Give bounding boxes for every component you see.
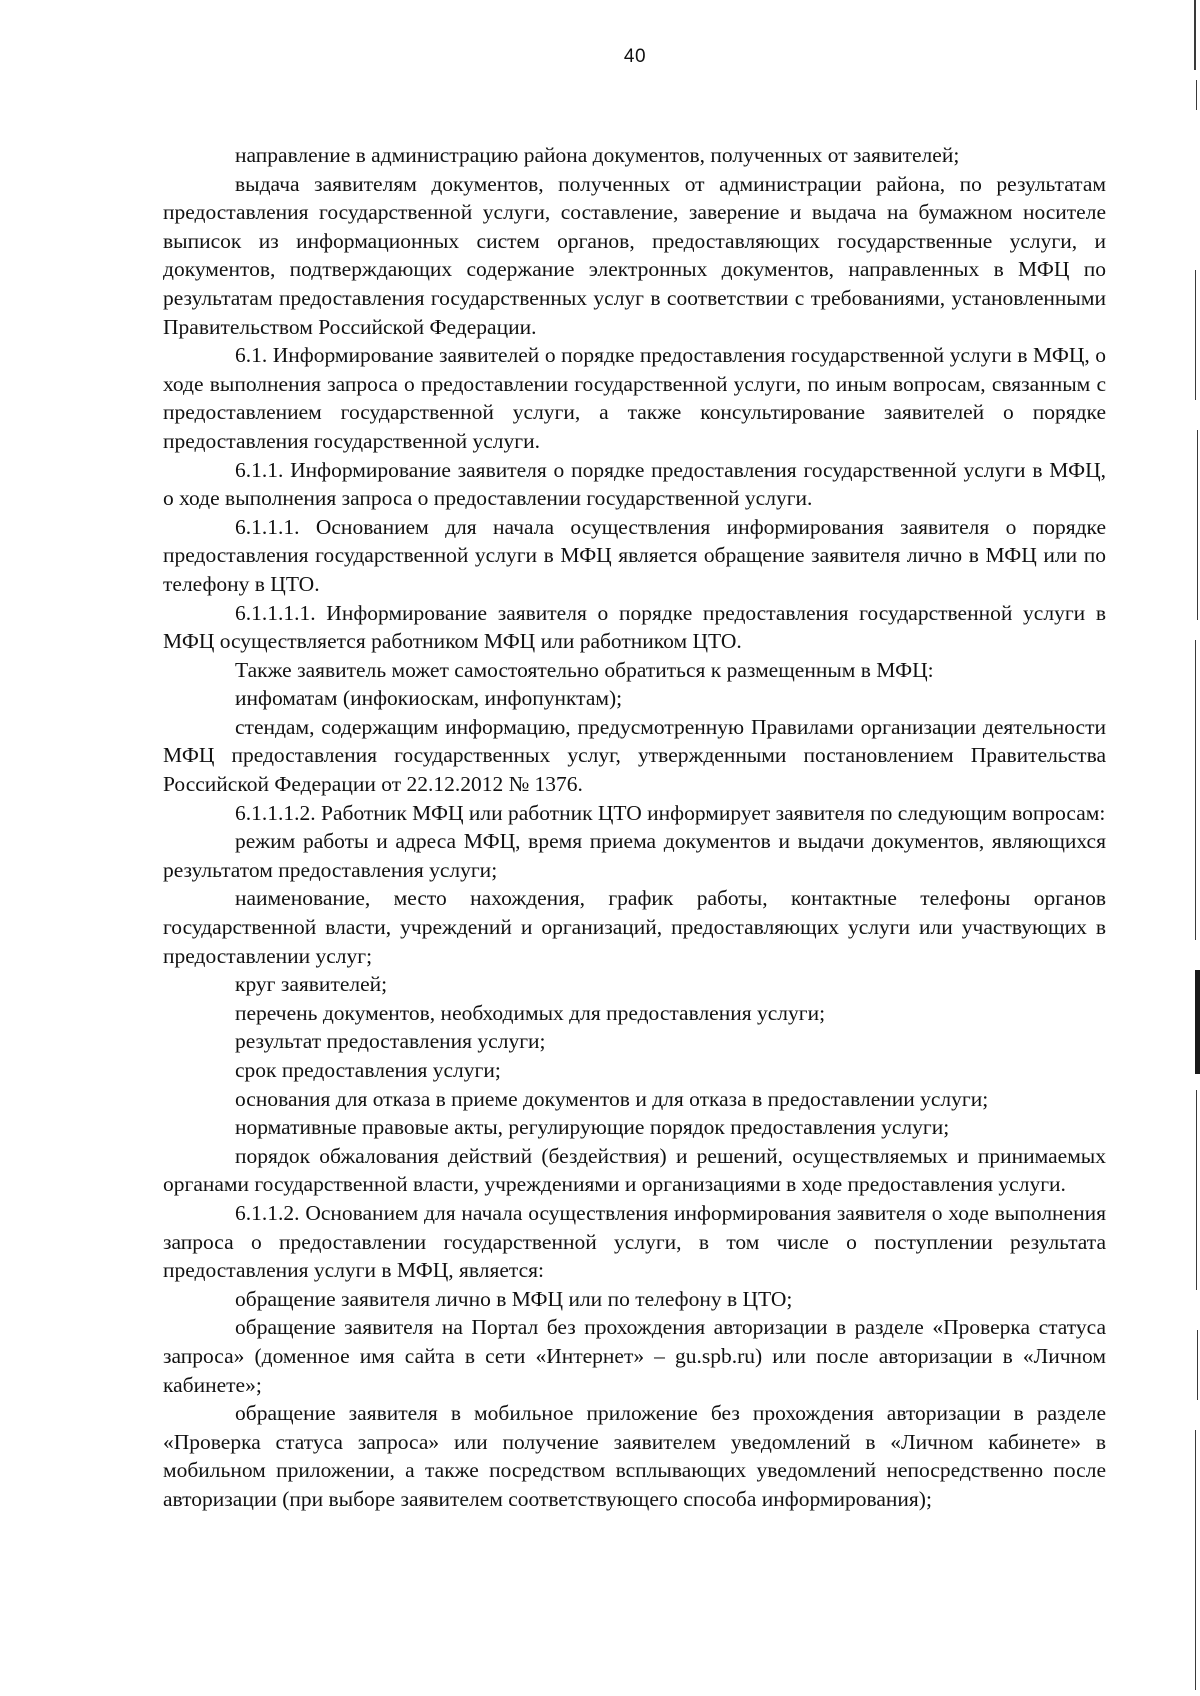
paragraph: направление в администрацию района документов, полученных от заявителей;: [235, 143, 960, 167]
paragraph: Также заявитель может самостоятельно обратиться к размещенным в МФЦ:: [235, 657, 934, 682]
paragraph: обращение заявителя лично в МФЦ или по телефону в ЦТО;: [235, 1286, 793, 1311]
paragraph: нормативные правовые акты, регулирующие порядок предоставления услуги;: [235, 1115, 950, 1140]
paragraph: стендам, содержащим информацию, предусмотренную Правилами организации деятельности МФЦ предоставления государственных услуг, утвержденными постановлением Правительства Российской Федерации от 22.12.2012 № 1376.: [163, 714, 1106, 797]
paragraph: 6.1.1.1.1. Информирование заявителя о порядке предоставления государственной услуги в МФЦ осуществляется работником МФЦ или работником ЦТО.: [163, 600, 1106, 654]
paragraph: обращение заявителя в мобильное приложение без прохождения авторизации в разделе «Проверка статуса запроса» или получение заявителем уведомлений в «Личном кабинете» в мобильном приложении, а также посредством всплывающих уведомлений непосредственно после авторизации (при выборе заявителем соответствующего способа информирования);: [163, 1401, 1106, 1511]
paragraph: 6.1. Информирование заявителей о порядке предоставления государственной услуги в МФЦ, о ходе выполнения запроса о предоставлении государственной услуги, по иным вопросам, связанным с предоставлением государственной услуги, а также консультирование заявителей о порядке предоставления государственной услуги.: [163, 343, 1106, 453]
paragraph: 6.1.1.2. Основанием для начала осуществления информирования заявителя о ходе выполнения запроса о предоставлении государственной услуги, в том числе о поступлении результата предоставления услуги в МФЦ, является:: [163, 1200, 1106, 1283]
paragraph: круг заявителей;: [235, 972, 388, 997]
paragraph: 6.1.1.1. Основанием для начала осуществления информирования заявителя о порядке предоставления государственной услуги в МФЦ является обращение заявителя лично в МФЦ или по телефону в ЦТО.: [163, 514, 1106, 596]
paragraph: выдача заявителям документов, полученных от администрации района, по результатам предоставления государственной услуги, составление, заверение и выдача на бумажном носителе выписок из информационных систем органов, предоставляющих государственные услуги, и документов, подтверждающих содержание электронных документов, направленных в МФЦ по результатам предоставления государственных услуг в соответствии с требованиями, установленными Правительством Российской Федерации.: [163, 171, 1106, 339]
paragraph: основания для отказа в приеме документов и для отказа в предоставлении услуги;: [235, 1086, 989, 1111]
scan-edge-artifact: [1186, 0, 1200, 1696]
paragraph: срок предоставления услуги;: [235, 1058, 501, 1082]
paragraph: обращение заявителя на Портал без прохождения авторизации в разделе «Проверка статуса запроса» (доменное имя сайта в сети «Интернет» – gu.spb.ru) или после авторизации в «Личном кабинете»;: [163, 1315, 1106, 1397]
paragraph: результат предоставления услуги;: [235, 1029, 546, 1054]
paragraph: наименование, место нахождения, график работы, контактные телефоны органов государственной власти, учреждений и организаций, предоставляющих услуги или участвующих в предоставлении услуг;: [163, 886, 1106, 968]
paragraph: 6.1.1.1.2. Работник МФЦ или работник ЦТО информирует заявителя по следующим вопросам:: [235, 800, 1106, 825]
paragraph: режим работы и адреса МФЦ, время приема документов и выдачи документов, являющихся результатом предоставления услуги;: [163, 829, 1106, 882]
paragraph: инфоматам (инфокиоскам, инфопунктам);: [235, 686, 623, 711]
paragraph: перечень документов, необходимых для предоставления услуги;: [235, 1000, 826, 1025]
paragraph: 6.1.1. Информирование заявителя о порядке предоставления государственной услуги в МФЦ, о ходе выполнения запроса о предоставлении государственной услуги.: [163, 457, 1106, 511]
paragraph: порядок обжалования действий (бездействия) и решений, осуществляемых и принимаемых органами государственной власти, учреждениями и организациями в ходе предоставления услуги.: [163, 1143, 1106, 1197]
document-body: [163, 141, 1106, 1514]
page-number: 40: [623, 46, 647, 67]
